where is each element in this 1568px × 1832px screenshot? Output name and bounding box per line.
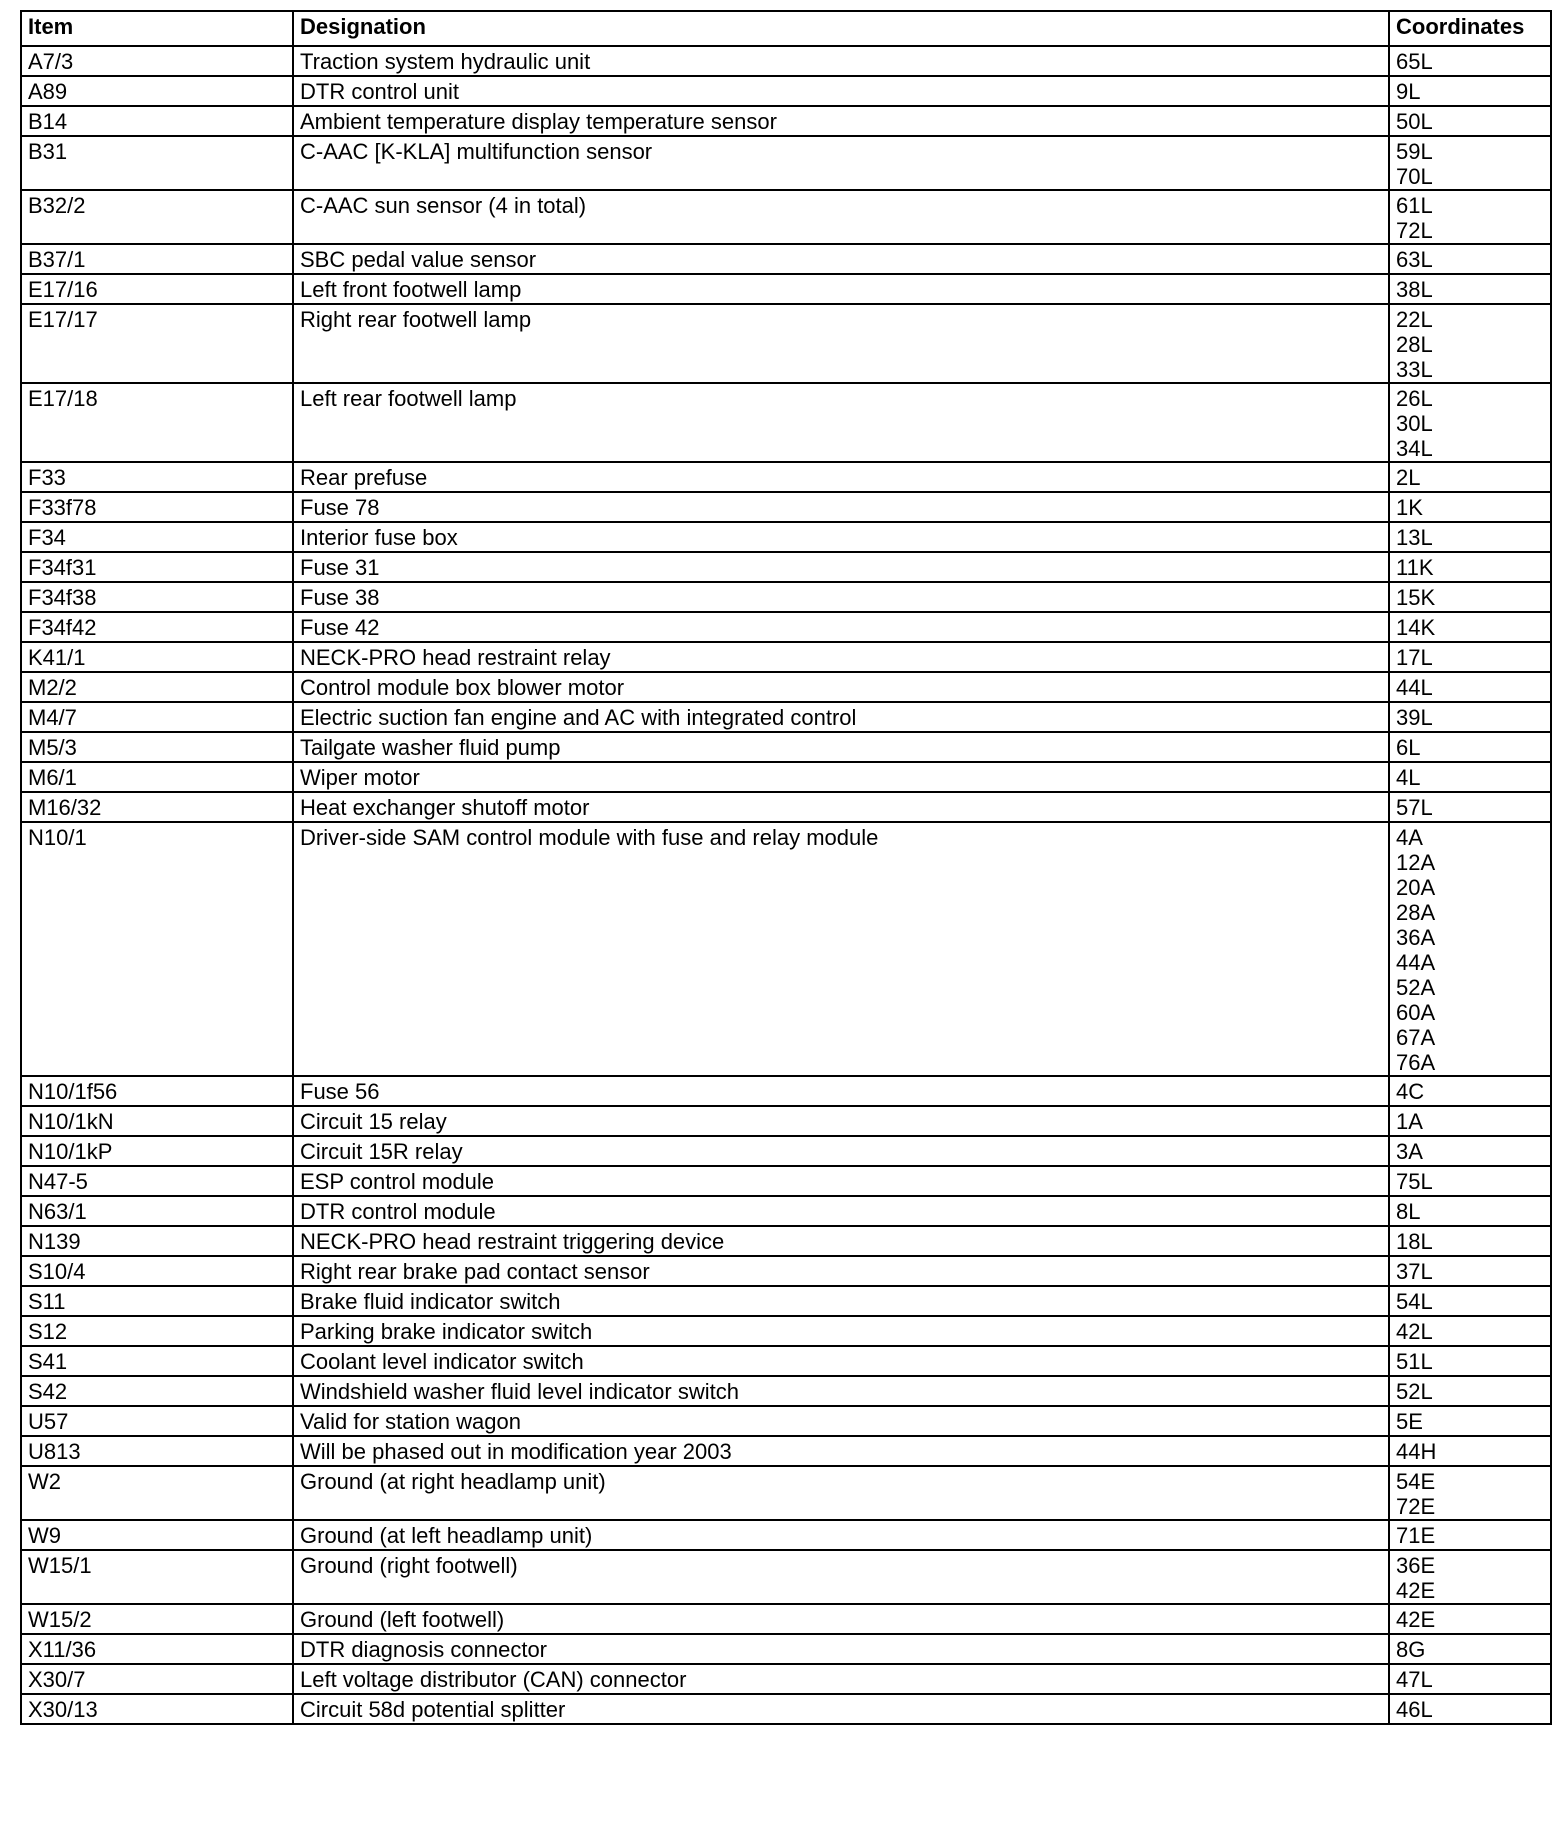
designation-cell: Rear prefuse bbox=[293, 462, 1389, 492]
item-cell: B14 bbox=[21, 106, 293, 136]
coordinates-cell bbox=[1389, 642, 1551, 672]
coordinates-cell bbox=[1389, 762, 1551, 792]
table-row bbox=[21, 1106, 1551, 1136]
table-row bbox=[21, 1634, 1551, 1664]
item-cell: F34f31 bbox=[21, 552, 293, 582]
item-cell: S10/4 bbox=[21, 1256, 293, 1286]
designation-cell: Windshield washer fluid level indicator switch bbox=[293, 1376, 1389, 1406]
table-row bbox=[21, 1466, 1551, 1520]
coordinates-cell bbox=[1389, 1286, 1551, 1316]
item-cell: K41/1 bbox=[21, 642, 293, 672]
coordinates-cell bbox=[1389, 1406, 1551, 1436]
item-cell: X11/36 bbox=[21, 1634, 293, 1664]
table-row bbox=[21, 582, 1551, 612]
table-row bbox=[21, 1604, 1551, 1634]
table-row bbox=[21, 462, 1551, 492]
table-row bbox=[21, 1436, 1551, 1466]
coordinates-cell bbox=[1389, 244, 1551, 274]
table-row bbox=[21, 762, 1551, 792]
item-cell: F33f78 bbox=[21, 492, 293, 522]
table-row bbox=[21, 1196, 1551, 1226]
coordinate-value: 44L bbox=[1396, 675, 1433, 700]
item-cell: E17/17 bbox=[21, 304, 293, 383]
coordinate-value: 9L bbox=[1396, 79, 1421, 104]
coordinates-cell bbox=[1389, 822, 1551, 1076]
table-row bbox=[21, 1694, 1551, 1724]
coordinate-value: 42E bbox=[1396, 1578, 1436, 1603]
coordinate-value: 61L bbox=[1396, 193, 1433, 218]
coordinates-cell bbox=[1389, 462, 1551, 492]
coordinates-cell bbox=[1389, 46, 1551, 76]
designation-cell: NECK-PRO head restraint relay bbox=[293, 642, 1389, 672]
item-cell: M6/1 bbox=[21, 762, 293, 792]
coordinate-value: 36E bbox=[1396, 1553, 1436, 1578]
coordinate-value: 4L bbox=[1396, 765, 1421, 790]
coordinates-cell bbox=[1389, 106, 1551, 136]
coordinate-value: 76A bbox=[1396, 1050, 1436, 1075]
coordinates-cell bbox=[1389, 1664, 1551, 1694]
coordinate-value: 28A bbox=[1396, 900, 1436, 925]
designation-cell: Valid for station wagon bbox=[293, 1406, 1389, 1436]
designation-cell: Ground (at right headlamp unit) bbox=[293, 1466, 1389, 1520]
coordinate-value: 34L bbox=[1396, 436, 1433, 461]
coordinate-value: 2L bbox=[1396, 465, 1421, 490]
table-row bbox=[21, 76, 1551, 106]
coordinates-cell bbox=[1389, 1256, 1551, 1286]
coordinates-cell bbox=[1389, 1136, 1551, 1166]
designation-cell: Will be phased out in modification year 2003 bbox=[293, 1436, 1389, 1466]
coordinate-value: 46L bbox=[1396, 1697, 1433, 1722]
designation-cell: Tailgate washer fluid pump bbox=[293, 732, 1389, 762]
table-row bbox=[21, 304, 1551, 383]
coordinates-cell bbox=[1389, 1376, 1551, 1406]
designation-cell: Electric suction fan engine and AC with integrated control bbox=[293, 702, 1389, 732]
header-coordinates: Coordinates bbox=[1389, 11, 1551, 46]
coordinate-value: 54L bbox=[1396, 1289, 1433, 1314]
designation-cell: Left rear footwell lamp bbox=[293, 383, 1389, 462]
item-cell: M5/3 bbox=[21, 732, 293, 762]
table-row bbox=[21, 492, 1551, 522]
item-cell: W9 bbox=[21, 1520, 293, 1550]
designation-cell: Fuse 38 bbox=[293, 582, 1389, 612]
coordinate-value: 42E bbox=[1396, 1607, 1436, 1632]
table-row bbox=[21, 244, 1551, 274]
coordinate-value: 8L bbox=[1396, 1199, 1421, 1224]
table-row bbox=[21, 1286, 1551, 1316]
coordinate-value: 65L bbox=[1396, 49, 1433, 74]
item-cell: N47-5 bbox=[21, 1166, 293, 1196]
coordinates-cell bbox=[1389, 1106, 1551, 1136]
designation-cell: Heat exchanger shutoff motor bbox=[293, 792, 1389, 822]
table-row bbox=[21, 522, 1551, 552]
coordinates-cell bbox=[1389, 1634, 1551, 1664]
coordinates-cell bbox=[1389, 136, 1551, 190]
coordinate-value: 71E bbox=[1396, 1523, 1436, 1548]
designation-cell: Wiper motor bbox=[293, 762, 1389, 792]
coordinate-value: 52A bbox=[1396, 975, 1436, 1000]
coordinates-cell bbox=[1389, 1550, 1551, 1604]
table-row bbox=[21, 1076, 1551, 1106]
coordinate-value: 4A bbox=[1396, 825, 1423, 850]
designation-cell: Brake fluid indicator switch bbox=[293, 1286, 1389, 1316]
coordinates-cell bbox=[1389, 492, 1551, 522]
coordinate-value: 30L bbox=[1396, 411, 1433, 436]
designation-cell: Left front footwell lamp bbox=[293, 274, 1389, 304]
table-row bbox=[21, 1316, 1551, 1346]
item-cell: B37/1 bbox=[21, 244, 293, 274]
table-row bbox=[21, 1406, 1551, 1436]
coordinates-cell bbox=[1389, 383, 1551, 462]
table-row bbox=[21, 732, 1551, 762]
designation-cell: Coolant level indicator switch bbox=[293, 1346, 1389, 1376]
table-row bbox=[21, 136, 1551, 190]
coordinates-cell bbox=[1389, 1196, 1551, 1226]
table-row bbox=[21, 1136, 1551, 1166]
item-cell: N63/1 bbox=[21, 1196, 293, 1226]
item-cell: U813 bbox=[21, 1436, 293, 1466]
coordinate-value: 47L bbox=[1396, 1667, 1433, 1692]
table-row bbox=[21, 642, 1551, 672]
coordinate-value: 3A bbox=[1396, 1139, 1423, 1164]
designation-cell: Ground (right footwell) bbox=[293, 1550, 1389, 1604]
item-cell: M4/7 bbox=[21, 702, 293, 732]
coordinate-value: 51L bbox=[1396, 1349, 1433, 1374]
coordinate-value: 1K bbox=[1396, 495, 1423, 520]
table-row bbox=[21, 1376, 1551, 1406]
item-cell: X30/7 bbox=[21, 1664, 293, 1694]
table-row bbox=[21, 274, 1551, 304]
designation-cell: Control module box blower motor bbox=[293, 672, 1389, 702]
coordinates-cell bbox=[1389, 1076, 1551, 1106]
coordinates-cell bbox=[1389, 522, 1551, 552]
coordinate-value: 44A bbox=[1396, 950, 1436, 975]
component-table bbox=[20, 10, 1552, 1725]
coordinate-value: 12A bbox=[1396, 850, 1436, 875]
coordinate-value: 52L bbox=[1396, 1379, 1433, 1404]
coordinates-cell bbox=[1389, 672, 1551, 702]
item-cell: N10/1 bbox=[21, 822, 293, 1076]
coordinates-cell bbox=[1389, 552, 1551, 582]
designation-cell: Fuse 56 bbox=[293, 1076, 1389, 1106]
designation-cell: DTR diagnosis connector bbox=[293, 1634, 1389, 1664]
designation-cell: Circuit 15R relay bbox=[293, 1136, 1389, 1166]
header-item: Item bbox=[21, 11, 293, 46]
coordinate-value: 8G bbox=[1396, 1637, 1426, 1662]
designation-cell: ESP control module bbox=[293, 1166, 1389, 1196]
coordinate-value: 67A bbox=[1396, 1025, 1436, 1050]
designation-cell: Fuse 42 bbox=[293, 612, 1389, 642]
item-cell: S11 bbox=[21, 1286, 293, 1316]
coordinates-cell bbox=[1389, 1226, 1551, 1256]
coordinates-cell bbox=[1389, 732, 1551, 762]
coordinates-cell bbox=[1389, 1604, 1551, 1634]
table-row bbox=[21, 822, 1551, 1076]
item-cell: B31 bbox=[21, 136, 293, 190]
designation-cell: Circuit 58d potential splitter bbox=[293, 1694, 1389, 1724]
item-cell: S42 bbox=[21, 1376, 293, 1406]
coordinate-value: 6L bbox=[1396, 735, 1421, 760]
item-cell: M16/32 bbox=[21, 792, 293, 822]
table-row bbox=[21, 552, 1551, 582]
table-row bbox=[21, 792, 1551, 822]
coordinate-value: 75L bbox=[1396, 1169, 1433, 1194]
coordinate-value: 38L bbox=[1396, 277, 1433, 302]
coordinate-value: 4C bbox=[1396, 1079, 1425, 1104]
coordinates-cell bbox=[1389, 1694, 1551, 1724]
item-cell: N10/1kN bbox=[21, 1106, 293, 1136]
coordinates-cell bbox=[1389, 1466, 1551, 1520]
coordinate-value: 15K bbox=[1396, 585, 1436, 610]
header-row bbox=[21, 11, 1551, 46]
designation-cell: SBC pedal value sensor bbox=[293, 244, 1389, 274]
coordinate-value: 37L bbox=[1396, 1259, 1433, 1284]
coordinate-value: 36A bbox=[1396, 925, 1436, 950]
coordinates-cell bbox=[1389, 190, 1551, 244]
item-cell: N10/1kP bbox=[21, 1136, 293, 1166]
table-row bbox=[21, 702, 1551, 732]
coordinate-value: 5E bbox=[1396, 1409, 1423, 1434]
designation-cell: Ground (at left headlamp unit) bbox=[293, 1520, 1389, 1550]
item-cell: N10/1f56 bbox=[21, 1076, 293, 1106]
item-cell: W15/1 bbox=[21, 1550, 293, 1604]
coordinate-value: 1A bbox=[1396, 1109, 1423, 1134]
coordinates-cell bbox=[1389, 304, 1551, 383]
coordinate-value: 22L bbox=[1396, 307, 1433, 332]
coordinates-cell bbox=[1389, 1520, 1551, 1550]
table-row bbox=[21, 190, 1551, 244]
table-row bbox=[21, 1550, 1551, 1604]
item-cell: N139 bbox=[21, 1226, 293, 1256]
coordinate-value: 50L bbox=[1396, 109, 1433, 134]
item-cell: E17/16 bbox=[21, 274, 293, 304]
coordinates-cell bbox=[1389, 1166, 1551, 1196]
coordinate-value: 42L bbox=[1396, 1319, 1433, 1344]
designation-cell: NECK-PRO head restraint triggering device bbox=[293, 1226, 1389, 1256]
coordinate-value: 60A bbox=[1396, 1000, 1436, 1025]
coordinates-cell bbox=[1389, 1436, 1551, 1466]
coordinate-value: 33L bbox=[1396, 357, 1433, 382]
item-cell: F34 bbox=[21, 522, 293, 552]
header-designation: Designation bbox=[293, 11, 1389, 46]
item-cell: S12 bbox=[21, 1316, 293, 1346]
coordinate-value: 72E bbox=[1396, 1494, 1436, 1519]
coordinate-value: 57L bbox=[1396, 795, 1433, 820]
table-row bbox=[21, 106, 1551, 136]
designation-cell: C-AAC [K-KLA] multifunction sensor bbox=[293, 136, 1389, 190]
coordinates-cell bbox=[1389, 1316, 1551, 1346]
designation-cell: Fuse 31 bbox=[293, 552, 1389, 582]
coordinates-cell bbox=[1389, 76, 1551, 106]
table-row bbox=[21, 1664, 1551, 1694]
coordinate-value: 44H bbox=[1396, 1439, 1437, 1464]
designation-cell: DTR control unit bbox=[293, 76, 1389, 106]
coordinate-value: 26L bbox=[1396, 386, 1433, 411]
item-cell: S41 bbox=[21, 1346, 293, 1376]
item-cell: M2/2 bbox=[21, 672, 293, 702]
designation-cell: Ground (left footwell) bbox=[293, 1604, 1389, 1634]
table-row bbox=[21, 1226, 1551, 1256]
coordinate-value: 54E bbox=[1396, 1469, 1436, 1494]
item-cell: B32/2 bbox=[21, 190, 293, 244]
item-cell: X30/13 bbox=[21, 1694, 293, 1724]
designation-cell: Circuit 15 relay bbox=[293, 1106, 1389, 1136]
item-cell: A89 bbox=[21, 76, 293, 106]
coordinate-value: 14K bbox=[1396, 615, 1436, 640]
item-cell: W15/2 bbox=[21, 1604, 293, 1634]
table-row bbox=[21, 612, 1551, 642]
coordinates-cell bbox=[1389, 274, 1551, 304]
coordinate-value: 59L bbox=[1396, 139, 1433, 164]
designation-cell: Ambient temperature display temperature sensor bbox=[293, 106, 1389, 136]
coordinate-value: 17L bbox=[1396, 645, 1433, 670]
coordinate-value: 20A bbox=[1396, 875, 1436, 900]
table-row bbox=[21, 46, 1551, 76]
coordinates-cell bbox=[1389, 612, 1551, 642]
coordinates-cell bbox=[1389, 582, 1551, 612]
coordinates-cell bbox=[1389, 1346, 1551, 1376]
coordinate-value: 13L bbox=[1396, 525, 1433, 550]
coordinate-value: 18L bbox=[1396, 1229, 1433, 1254]
item-cell: F34f38 bbox=[21, 582, 293, 612]
table-row bbox=[21, 1256, 1551, 1286]
designation-cell: Parking brake indicator switch bbox=[293, 1316, 1389, 1346]
item-cell: E17/18 bbox=[21, 383, 293, 462]
item-cell: U57 bbox=[21, 1406, 293, 1436]
designation-cell: DTR control module bbox=[293, 1196, 1389, 1226]
coordinate-value: 70L bbox=[1396, 164, 1433, 189]
designation-cell: Traction system hydraulic unit bbox=[293, 46, 1389, 76]
coordinate-value: 63L bbox=[1396, 247, 1433, 272]
designation-cell: Interior fuse box bbox=[293, 522, 1389, 552]
table-row bbox=[21, 1166, 1551, 1196]
designation-cell: Fuse 78 bbox=[293, 492, 1389, 522]
table-row bbox=[21, 672, 1551, 702]
coordinate-value: 28L bbox=[1396, 332, 1433, 357]
table-row bbox=[21, 1346, 1551, 1376]
coordinate-value: 39L bbox=[1396, 705, 1433, 730]
designation-cell: Right rear footwell lamp bbox=[293, 304, 1389, 383]
designation-cell: Left voltage distributor (CAN) connector bbox=[293, 1664, 1389, 1694]
item-cell: W2 bbox=[21, 1466, 293, 1520]
table-row bbox=[21, 1520, 1551, 1550]
item-cell: F33 bbox=[21, 462, 293, 492]
item-cell: A7/3 bbox=[21, 46, 293, 76]
designation-cell: C-AAC sun sensor (4 in total) bbox=[293, 190, 1389, 244]
coordinate-value: 72L bbox=[1396, 218, 1433, 243]
designation-cell: Right rear brake pad contact sensor bbox=[293, 1256, 1389, 1286]
table-row bbox=[21, 383, 1551, 462]
coordinates-cell bbox=[1389, 702, 1551, 732]
designation-cell: Driver-side SAM control module with fuse and relay module bbox=[293, 822, 1389, 1076]
coordinate-value: 11K bbox=[1396, 555, 1434, 580]
coordinates-cell bbox=[1389, 792, 1551, 822]
item-cell: F34f42 bbox=[21, 612, 293, 642]
